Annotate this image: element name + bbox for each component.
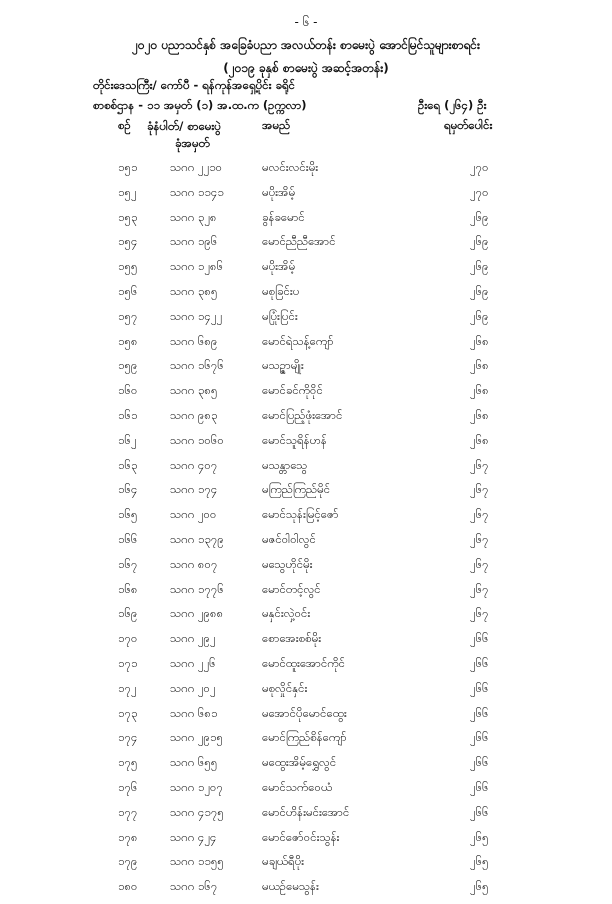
row-roll: သဂဂ ၄၂၄	[170, 829, 217, 844]
row-marks: ၂၆၇	[470, 556, 489, 571]
row-name: မောင်ဇော်ဝင်းသွန်း	[262, 829, 340, 844]
row-marks: ၂၆၉	[470, 259, 489, 274]
row-marks: ၂၆၇	[470, 482, 489, 497]
exam-center-label: စာစစ်ဌာန - ၁၁ အမှတ် (၁) အ.ထ.က (ဥက္ကလာ)	[93, 98, 307, 112]
row-number: ၁၅၈	[118, 333, 138, 348]
table-row	[0, 482, 612, 507]
row-marks: ၂၇၀	[470, 160, 489, 174]
table-row	[0, 805, 612, 830]
table-row	[0, 383, 612, 408]
row-name: မစုခြင်းပ	[262, 283, 300, 298]
row-name: မပြုံးပြင်း	[262, 308, 298, 323]
row-marks: ၂၆၈	[470, 383, 489, 398]
row-roll: သဂဂ ၆၈၁	[170, 705, 218, 720]
row-number: ၁၅၆	[118, 283, 138, 298]
row-marks: ၂၆၆	[470, 730, 489, 745]
row-name: မလင်းလင်းမိုး	[262, 160, 319, 174]
table-row	[0, 854, 612, 879]
row-marks: ၂၆၉	[470, 209, 489, 224]
row-name: မောင်ရဲသန့်ကျော်	[262, 333, 334, 348]
row-marks: ၂၆၈	[470, 333, 489, 348]
row-number: ၁၆၇	[118, 556, 138, 571]
row-roll: သဂဂ ၃၈၅	[170, 283, 218, 298]
table-row	[0, 358, 612, 383]
row-marks: ၂၆၈	[470, 407, 489, 422]
table-row	[0, 681, 612, 706]
header-roll-line2: ခုံအမှတ်	[175, 136, 210, 150]
row-marks: ၂၇၀	[470, 184, 489, 199]
row-name: ခွန်ခမောင်	[262, 209, 305, 224]
table-row	[0, 780, 612, 805]
row-number: ၁၇၁	[118, 655, 138, 670]
row-roll: သဂဂ ၁၄၂၂	[170, 308, 223, 323]
row-number: ၁၅၁	[118, 160, 138, 174]
row-roll: သဂဂ ၃၂၈	[170, 209, 217, 224]
table-row	[0, 234, 612, 259]
row-marks: ၂၆၇	[470, 581, 489, 596]
header-roll-line1: ခုံနံပါတ်/ စာမေးပွဲ	[147, 119, 221, 133]
row-roll: သဂဂ ၄၀၇	[170, 457, 218, 472]
row-number: ၁၅၉	[118, 358, 138, 373]
row-roll: သဂဂ ၁၃၇၉	[170, 531, 224, 546]
row-roll: သဂဂ ၂၉၁၅	[170, 730, 223, 745]
row-marks: ၂၆၆	[470, 804, 489, 819]
row-marks: ၂၆၇	[470, 606, 489, 621]
row-roll: သဂဂ ၁၇၇၆	[170, 581, 224, 596]
row-marks: ၂၆၈	[470, 358, 489, 373]
row-number: ၁၇၈	[118, 829, 138, 844]
row-marks: ၂၆၇	[470, 457, 489, 472]
row-name: မောင်သုန်းမြင့်ဇော်	[262, 507, 339, 522]
row-number: ၁၆၃	[118, 457, 138, 472]
table-row	[0, 830, 612, 855]
row-marks: ၂၆၉	[470, 308, 489, 323]
row-roll: သဂဂ ၂၂၆	[170, 655, 216, 670]
row-number: ၁၆၈	[118, 581, 138, 596]
row-number: ၁၇၃	[118, 705, 138, 720]
table-row	[0, 334, 612, 359]
row-number: ၁၇၉	[118, 854, 138, 869]
results-table	[0, 160, 612, 904]
region-label: တိုင်းဒေသကြီး/ ကော်ပီ - ရန်ကုန်အရှေ့ပိုင်း ခရိုင်	[93, 78, 295, 92]
row-roll: သဂဂ ၄၁၇၅	[170, 804, 224, 819]
row-roll: သဂဂ ၁၆၇၆	[170, 358, 224, 373]
table-row	[0, 284, 612, 309]
row-marks: ၂၆၈	[470, 432, 489, 447]
table-row	[0, 408, 612, 433]
row-roll: သဂဂ ၁၆၇	[170, 879, 218, 894]
row-roll: သဂဂ ၂၂၁၀	[170, 160, 223, 174]
row-name: မသန္တာသွေ	[262, 457, 308, 472]
table-row	[0, 656, 612, 681]
table-header	[0, 118, 612, 152]
row-marks: ၂၆၅	[470, 879, 489, 894]
row-marks: ၂၆၆	[470, 755, 489, 770]
table-row	[0, 309, 612, 334]
row-name: မောင်ကြည်စိန်ကျော်	[262, 730, 347, 745]
row-number: ၁၆၁	[118, 407, 138, 422]
row-number: ၁၆၉	[118, 606, 138, 621]
row-roll: သဂဂ ၂၀၀	[170, 507, 217, 522]
row-name: စောအေးစစ်မိုး	[262, 631, 322, 646]
row-number: ၁၇၇	[118, 804, 138, 819]
table-row	[0, 706, 612, 731]
row-roll: သဂဂ ၁၁၅၅	[170, 854, 224, 869]
row-number: ၁၆၂	[118, 432, 137, 447]
header-number: စဉ်	[118, 118, 131, 132]
row-name: မယဉ်မေသွန်း	[262, 879, 319, 894]
row-number: ၁၇၆	[118, 779, 138, 794]
row-roll: သဂဂ ၂၀၂	[170, 680, 216, 695]
row-roll: သဂဂ ၁၀၆၀	[170, 432, 224, 447]
row-name: မောင်တင့်လွင်	[262, 581, 321, 596]
row-marks: ၂၆၆	[470, 779, 489, 794]
row-number: ၁၆၄	[118, 482, 138, 497]
table-row	[0, 582, 612, 607]
row-roll: သဂဂ ၆၅၅	[170, 755, 218, 770]
header-name: အမည်	[262, 118, 291, 132]
table-row	[0, 557, 612, 582]
row-name: မသွေဟိုင်မိုး	[262, 556, 313, 571]
table-row	[0, 507, 612, 532]
table-row	[0, 433, 612, 458]
row-number: ၁၇၅	[118, 755, 138, 770]
row-marks: ၂၆၇	[470, 531, 489, 546]
row-number: ၁၇၂	[118, 680, 137, 695]
row-name: မစုလှိုင်နှင်း	[262, 680, 308, 695]
table-row	[0, 532, 612, 557]
row-marks: ၂၆၆	[470, 705, 489, 720]
table-row	[0, 259, 612, 284]
row-roll: သဂဂ ၆၈၉	[170, 333, 218, 348]
row-roll: သဂဂ ၁၁၄၁	[170, 184, 224, 199]
row-name: မောင်ခင်ကိုဝိုင်	[262, 383, 323, 398]
row-number: ၁၈၀	[118, 879, 138, 894]
total-count-label: ဦးရေ (၂၆၄) ဦး	[418, 98, 487, 112]
row-marks: ၂၆၆	[470, 655, 489, 670]
row-name: မောင်သူရိန်ဟန်	[262, 432, 327, 447]
row-name: မသဥ္ဇာမျိုး	[262, 358, 304, 373]
row-marks: ၂၆၆	[470, 680, 489, 695]
row-marks: ၂၆၅	[470, 854, 489, 869]
row-name: မောင်ထူးအောင်ကိုင်	[262, 655, 346, 670]
row-roll: သဂဂ ၁၂၈၆	[170, 259, 224, 274]
row-roll: သဂဂ ၃၈၅	[170, 383, 218, 398]
row-marks: ၂၆၆	[470, 631, 489, 646]
table-row	[0, 160, 612, 185]
page-number: - ၆ -	[294, 15, 318, 29]
row-number: ၁၇၀	[118, 631, 138, 646]
document-title: ၂၀၂၀ ပညာသင်နှစ် အခြေခံပညာ အလယ်တန်း စာမေးပွဲ အောင်မြင်သူများစာရင်း	[131, 38, 481, 52]
row-roll: သဂဂ ၁၇၄	[170, 482, 218, 497]
row-number: ၁၇၄	[118, 730, 138, 745]
row-name: မောင်ဟိန်းမင်းအောင်	[262, 804, 350, 819]
table-row	[0, 458, 612, 483]
row-marks: ၂၆၉	[470, 283, 489, 298]
document-subtitle: (၂၀၁၉ ခုနှစ် စာမေးပွဲ အဆင့်အတန်း)	[223, 61, 389, 75]
row-number: ၁၅၇	[118, 308, 138, 323]
row-name: မဇင်ဝါဝါလွင်	[262, 531, 316, 546]
header-marks: ရမှတ်ပေါင်း	[444, 118, 493, 132]
row-marks: ၂၆၇	[470, 507, 489, 522]
table-row	[0, 755, 612, 780]
row-number: ၁၅၄	[118, 234, 138, 249]
table-row	[0, 879, 612, 904]
row-roll: သဂဂ ၁၉၆	[170, 234, 218, 249]
table-row	[0, 185, 612, 210]
row-name: မောင်ပြည့်ဖုံးအောင်	[262, 407, 343, 422]
row-name: မနှင်းလှဲ့ဝင်း	[262, 606, 311, 621]
header-roll	[147, 118, 221, 152]
row-roll: သဂဂ ၂၉၂	[170, 631, 216, 646]
row-name: မအောင်ပိုမောင်ထွေး	[262, 705, 347, 720]
table-row	[0, 730, 612, 755]
row-roll: သဂဂ ၁၂၀၇	[170, 779, 223, 794]
row-name: မထွေးအိမ့်ရွှေလွင်	[262, 755, 337, 770]
row-name: မောင်ညီညီအောင်	[262, 234, 336, 249]
row-number: ၁၅၂	[118, 184, 137, 199]
row-name: မချယ်ရီပိုး	[262, 854, 305, 869]
row-number: ၁၅၃	[118, 209, 138, 224]
table-row	[0, 631, 612, 656]
row-name: မပိုးအိမ့်	[262, 259, 296, 274]
row-number: ၁၅၅	[118, 259, 138, 274]
row-marks: ၂၆၉	[470, 234, 489, 249]
row-roll: သဂဂ ၂၉၈၈	[170, 606, 224, 621]
row-number: ၁၆၀	[118, 383, 138, 398]
row-name: မပိုးအိမ့်	[262, 184, 296, 199]
row-number: ၁၆၆	[118, 531, 138, 546]
row-name: မကြည်ကြည်မိုင်	[262, 482, 331, 497]
row-number: ၁၆၅	[118, 507, 138, 522]
row-roll: သဂဂ ၈၀၇	[170, 556, 218, 571]
table-row	[0, 606, 612, 631]
row-roll: သဂဂ ၉၈၃	[170, 407, 218, 422]
row-name: မောင်သက်ဝေယံ	[262, 779, 333, 794]
table-row	[0, 210, 612, 235]
row-marks: ၂၆၅	[470, 829, 489, 844]
